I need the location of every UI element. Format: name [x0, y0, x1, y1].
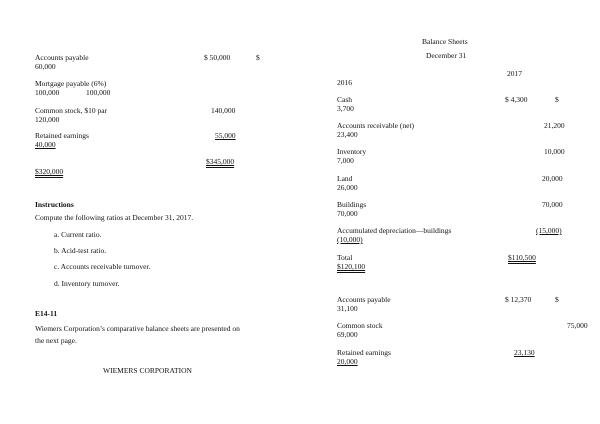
cash-2016: 3,700	[337, 104, 354, 113]
retained-earnings-2017: 55,000	[215, 131, 236, 140]
buildings-label: Buildings	[337, 200, 367, 209]
instruction-item-c: c. Accounts receivable turnover.	[54, 262, 151, 271]
accounts-receivable-2016: 23,400	[337, 130, 358, 139]
land-2016: 26,000	[337, 183, 358, 192]
inventory-label: Inventory	[337, 147, 367, 156]
total-liabilities-equity-2017: $345,000	[206, 157, 235, 166]
cash-2017: $ 4,300	[505, 95, 528, 104]
year-2017-header: 2017	[507, 69, 522, 78]
exercise-text-line1: Wiemers Corporation’s comparative balance sheets are presented on	[35, 324, 240, 333]
right-accounts-payable-2016-symbol: $	[555, 295, 559, 304]
instructions-text: Compute the following ratios at December 31, 2017.	[35, 213, 194, 222]
total-assets-2017: $110,500	[508, 253, 536, 262]
accounts-payable-2016: 60,000	[35, 62, 56, 71]
common-stock-label: Common stock, $10 par	[35, 106, 108, 115]
instruction-item-b: b. Acid-test ratio.	[54, 246, 107, 255]
cash-2016-symbol: $	[555, 95, 559, 104]
company-name: WIEMERS CORPORATION	[103, 366, 192, 375]
common-stock-2017: 140,000	[211, 106, 236, 115]
right-common-stock-2016: 69,000	[337, 330, 358, 339]
inventory-2017: 10,000	[544, 147, 565, 156]
retained-earnings-2016: 40,000	[35, 140, 56, 149]
total-assets-label: Total	[337, 253, 353, 262]
total-liabilities-equity-2016: $320,000	[35, 167, 64, 176]
accumulated-depreciation-2017: (15,000)	[536, 226, 562, 235]
accounts-receivable-label: Accounts receivable (net)	[337, 121, 415, 130]
accumulated-depreciation-2016: (10,000)	[337, 235, 363, 244]
buildings-2017: 70,000	[542, 200, 563, 209]
instructions-heading: Instructions	[35, 200, 74, 209]
right-common-stock-label: Common stock	[337, 321, 383, 330]
right-retained-earnings-2017: 23,130	[514, 348, 535, 357]
exercise-id: E14-11	[35, 309, 58, 318]
total-assets-2016: $120,100	[337, 262, 366, 271]
buildings-2016: 70,000	[337, 209, 358, 218]
accounts-payable-label: Accounts payable	[35, 53, 89, 62]
accumulated-depreciation-label: Accumulated depreciation—buildings	[337, 226, 452, 235]
right-accounts-payable-2016: 31,100	[337, 304, 358, 313]
mortgage-payable-label: Mortgage payable (6%)	[35, 79, 107, 88]
right-retained-earnings-2016: 20,000	[337, 357, 358, 366]
inventory-2016: 7,000	[337, 156, 354, 165]
mortgage-payable-2016: 100,000	[86, 88, 111, 97]
instruction-item-d: d. Inventory turnover.	[54, 279, 120, 288]
land-2017: 20,000	[542, 174, 563, 183]
right-common-stock-2017: 75,000	[567, 321, 588, 330]
common-stock-2016: 120,000	[35, 115, 60, 124]
exercise-text-line2: the next page.	[35, 336, 77, 345]
instruction-item-a: a. Current ratio.	[54, 230, 102, 239]
land-label: Land	[337, 174, 353, 183]
mortgage-payable-2017: 100,000	[35, 88, 60, 97]
accounts-payable-2017: $ 50,000	[204, 53, 231, 62]
balance-sheet-date: December 31	[426, 51, 467, 60]
accounts-payable-2016-symbol: $	[256, 53, 260, 62]
year-2016-header: 2016	[337, 78, 352, 87]
right-retained-earnings-label: Retained earnings	[337, 348, 391, 357]
right-accounts-payable-2017: $ 12,370	[505, 295, 532, 304]
balance-sheet-title: Balance Sheets	[422, 37, 468, 46]
accounts-receivable-2017: 21,200	[544, 121, 565, 130]
retained-earnings-label: Retained earnings	[35, 131, 89, 140]
right-accounts-payable-label: Accounts payable	[337, 295, 391, 304]
cash-label: Cash	[337, 95, 352, 104]
